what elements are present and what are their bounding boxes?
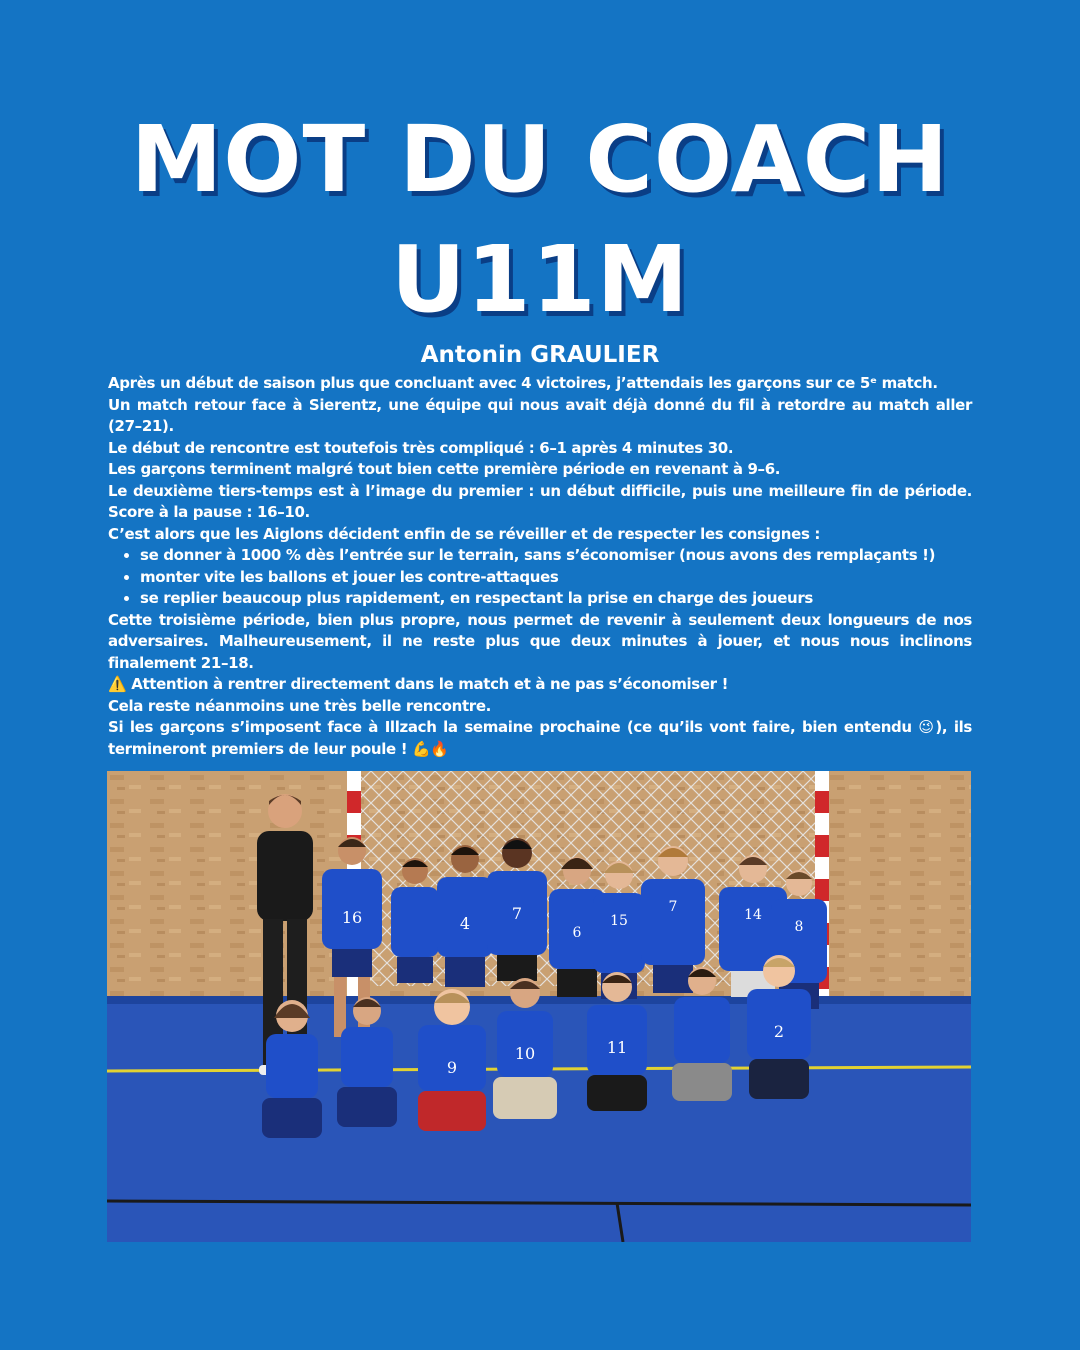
jersey-number: 4 bbox=[459, 914, 471, 933]
article-paragraph: Le deuxième tiers-temps est à l’image du premier : un début difficile, puis une meilleure fin de période. Score à la pause : 16–10. bbox=[108, 481, 972, 521]
article-paragraph: Cette troisième période, bien plus propre, nous permet de revenir à seulement deux longueurs de nos adversaires. Malheureusement, il ne reste plus que deux minutes à jouer, et nous nous inclinons finalement 21–18. bbox=[108, 610, 972, 672]
article-paragraph: Les garçons terminent malgré tout bien cette première période en revenant à 9–6. bbox=[108, 460, 781, 478]
list-item: • se donner à 1000 % dès l’entrée sur le terrain, sans s’économiser (nous avons des remplaçants !) bbox=[140, 545, 972, 567]
team-photo-illustration bbox=[107, 771, 971, 1242]
team-photo bbox=[107, 771, 971, 1242]
jersey-number: 9 bbox=[446, 1058, 458, 1077]
article-paragraph: Un match retour face à Sierentz, une équipe qui nous avait déjà donné du fil à retordre au match aller (27–21). bbox=[108, 395, 972, 435]
page-title-line-2: U11M bbox=[390, 226, 690, 333]
article-paragraph: Le début de rencontre est toutefois très compliqué : 6–1 après 4 minutes 30. bbox=[108, 438, 734, 457]
jersey-number: 6 bbox=[572, 925, 582, 941]
jersey-number: 2 bbox=[773, 1022, 785, 1041]
instructions-list bbox=[108, 545, 972, 610]
list-item: • se replier beaucoup plus rapidement, en respectant la prise en charge des joueurs bbox=[140, 588, 972, 610]
jersey-number: 10 bbox=[514, 1044, 536, 1063]
jersey-number: 11 bbox=[606, 1038, 628, 1057]
author-name: Antonin GRAULIER bbox=[420, 342, 660, 368]
page-title-line-1: MOT DU COACH bbox=[130, 106, 950, 213]
warning-paragraph: ⚠️ Attention à rentrer directement dans le match et à ne pas s’économiser ! bbox=[108, 675, 729, 693]
jersey-number: 8 bbox=[794, 919, 804, 935]
article-paragraph: Si les garçons s’imposent face à Illzach la semaine prochaine (ce qu’ils vont faire, bien entendu 😉), ils termineront premiers de leur poule ! 💪🔥 bbox=[108, 718, 972, 758]
jersey-number: 15 bbox=[610, 913, 628, 929]
list-item: • monter vite les ballons et jouer les contre-attaques bbox=[140, 567, 972, 589]
article-paragraph: Cela reste néanmoins une très belle rencontre. bbox=[108, 696, 491, 715]
jersey-number: 7 bbox=[511, 904, 523, 923]
jersey-number: 16 bbox=[341, 908, 363, 927]
article-body bbox=[108, 373, 972, 760]
jersey-number: 14 bbox=[744, 907, 762, 923]
article-paragraph: C’est alors que les Aiglons décident enfin de se réveiller et de respecter les consignes : bbox=[108, 524, 821, 543]
jersey-number: 7 bbox=[668, 899, 678, 915]
article-paragraph: Après un début de saison plus que concluant avec 4 victoires, j’attendais les garçons sur ce 5ᵉ match. bbox=[108, 374, 938, 392]
